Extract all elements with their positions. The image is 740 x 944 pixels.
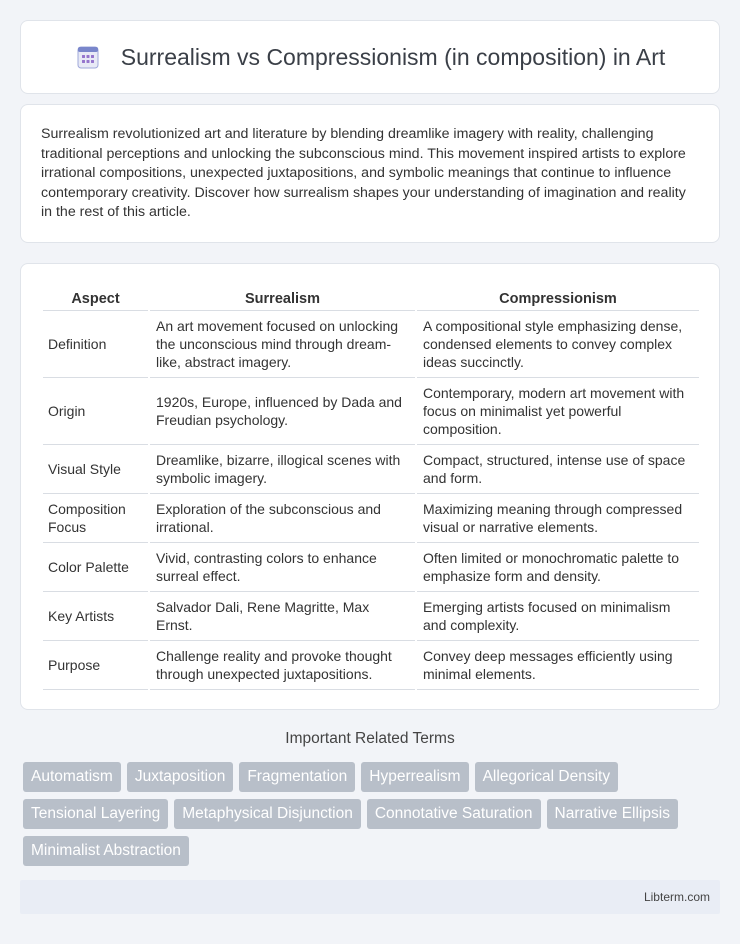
compressionism-cell: Emerging artists focused on minimalism and complexity.	[417, 592, 699, 641]
page-title: Surrealism vs Compressionism (in composition) in Art	[120, 43, 666, 70]
comparison-table	[41, 284, 701, 690]
related-terms-heading: Important Related Terms	[285, 730, 455, 747]
related-term-tag[interactable]: Juxtaposition	[127, 762, 233, 792]
table-row	[43, 445, 699, 494]
surrealism-cell: Vivid, contrasting colors to enhance surreal effect.	[150, 543, 415, 592]
related-term-tag[interactable]: Hyperrealism	[361, 762, 468, 792]
table-row	[43, 641, 699, 690]
related-term-tag[interactable]: Connotative Saturation	[367, 799, 541, 829]
intro-text: Surrealism revolutionized art and literature by blending dreamlike imagery with reality, challenging traditional perceptions and unlocking the subconscious mind. This movement inspired artists to explore irrational compositions, unexpected juxtapositions, and symbolic meanings that continue to influence contemporary creativity. Discover how surrealism shapes your understanding of imagination and reality in the rest of this article.	[41, 126, 686, 221]
surrealism-cell: 1920s, Europe, influenced by Dada and Freudian psychology.	[150, 378, 415, 445]
row-aspect-cell: Origin	[43, 378, 148, 445]
related-term-tag[interactable]: Tensional Layering	[23, 799, 168, 829]
related-term-tag[interactable]: Automatism	[23, 762, 121, 792]
page-header	[20, 20, 720, 94]
related-term-tag[interactable]: Fragmentation	[239, 762, 355, 792]
row-aspect-cell: Key Artists	[43, 592, 148, 641]
surrealism-cell: An art movement focused on unlocking the unconscious mind through dream-like, abstract imagery.	[150, 311, 415, 378]
compressionism-cell: Often limited or monochromatic palette to emphasize form and density.	[417, 543, 699, 592]
compressionism-cell: Contemporary, modern art movement with focus on minimalist yet powerful composition.	[417, 378, 699, 445]
related-term-tag[interactable]: Narrative Ellipsis	[547, 799, 678, 829]
footer	[20, 880, 720, 914]
compressionism-cell: A compositional style emphasizing dense, condensed elements to convey complex ideas succinctly.	[417, 311, 699, 378]
related-term-tag[interactable]: Minimalist Abstraction	[23, 836, 189, 866]
surrealism-cell: Salvador Dali, Rene Magritte, Max Ernst.	[150, 592, 415, 641]
table-row	[43, 592, 699, 641]
table-row	[43, 494, 699, 543]
row-aspect-cell: Purpose	[43, 641, 148, 690]
compressionism-cell: Compact, structured, intense use of space and form.	[417, 445, 699, 494]
column-header-aspect: Aspect	[43, 284, 148, 311]
related-terms-list	[23, 762, 723, 873]
compressionism-cell: Convey deep messages efficiently using minimal elements.	[417, 641, 699, 690]
surrealism-cell: Dreamlike, bizarre, illogical scenes with symbolic imagery.	[150, 445, 415, 494]
document-grid-icon	[75, 44, 101, 70]
surrealism-cell: Challenge reality and provoke thought through unexpected juxtapositions.	[150, 641, 415, 690]
related-term-tag[interactable]: Metaphysical Disjunction	[174, 799, 361, 829]
compressionism-cell: Maximizing meaning through compressed visual or narrative elements.	[417, 494, 699, 543]
column-header-surrealism: Surrealism	[150, 284, 415, 311]
footer-site-link[interactable]: Libterm.com	[643, 890, 710, 904]
related-term-tag[interactable]: Allegorical Density	[475, 762, 619, 792]
column-header-compressionism: Compressionism	[417, 284, 699, 311]
table-row	[43, 378, 699, 445]
surrealism-cell: Exploration of the subconscious and irrational.	[150, 494, 415, 543]
row-aspect-cell: Visual Style	[43, 445, 148, 494]
intro-card	[20, 104, 720, 243]
row-aspect-cell: Composition Focus	[43, 494, 148, 543]
row-aspect-cell: Definition	[43, 311, 148, 378]
comparison-table-card	[20, 263, 720, 710]
table-row	[43, 543, 699, 592]
row-aspect-cell: Color Palette	[43, 543, 148, 592]
table-row	[43, 311, 699, 378]
table-header-row	[43, 284, 699, 311]
